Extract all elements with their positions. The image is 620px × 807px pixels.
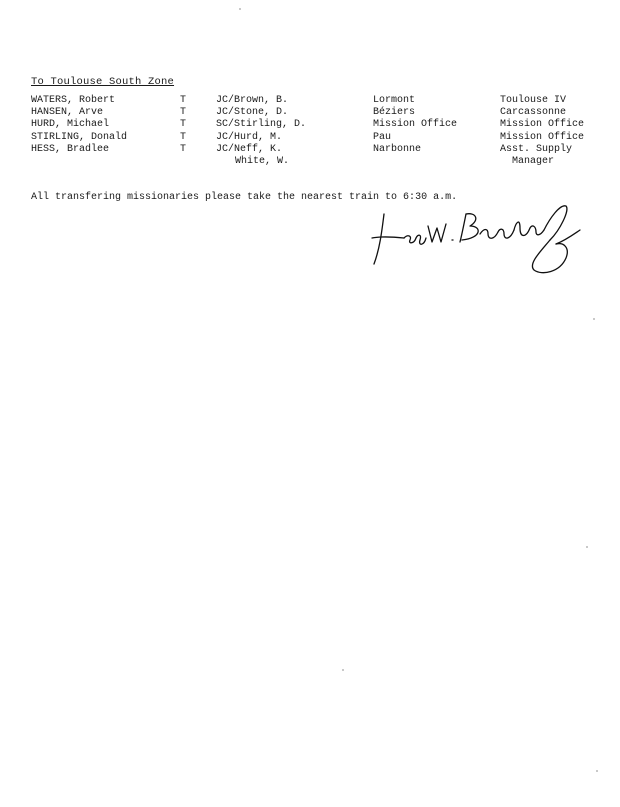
scan-speck: [342, 669, 344, 671]
to-location: Mission Office: [500, 119, 585, 131]
table-row: [31, 119, 611, 131]
table-row: [31, 107, 611, 119]
to-location: Carcassonne: [500, 107, 567, 119]
section-heading: To Toulouse South Zone: [31, 76, 175, 88]
from-location: Pau: [373, 131, 392, 143]
transfer-code: T: [180, 107, 187, 119]
scan-speck: [586, 546, 588, 548]
from-location: Mission Office: [373, 119, 458, 131]
handwritten-signature-icon: [370, 200, 590, 280]
companion: SC/Stirling, D.: [216, 119, 307, 131]
from-location: Béziers: [373, 107, 416, 119]
transfer-note: All transfering missionaries please take the nearest train to 6:30 a.m.: [31, 192, 458, 203]
missionary-name: HANSEN, Arve: [31, 107, 104, 119]
transfer-code: T: [180, 131, 187, 143]
missionary-name: HURD, Michael: [31, 119, 110, 131]
transfer-roster: [31, 95, 611, 168]
to-location-second-line: Manager: [512, 155, 555, 167]
to-location: Toulouse IV: [500, 95, 567, 106]
missionary-name: HESS, Bradlee: [31, 143, 110, 155]
scan-speck: [593, 318, 595, 320]
scan-speck: [596, 770, 598, 772]
companion: JC/Neff, K.: [216, 143, 283, 155]
scan-speck: [239, 8, 241, 10]
table-row: [31, 95, 611, 107]
table-row: [31, 144, 611, 156]
to-location: Asst. Supply: [500, 143, 573, 155]
companion: JC/Stone, D.: [216, 107, 289, 119]
transfer-code: T: [180, 119, 187, 131]
missionary-name: WATERS, Robert: [31, 95, 116, 106]
to-location: Mission Office: [500, 131, 585, 143]
missionary-name: STIRLING, Donald: [31, 131, 128, 143]
transfer-code: T: [180, 143, 187, 155]
transfer-code: T: [180, 95, 187, 106]
table-row-continuation: [31, 156, 611, 168]
companion: JC/Brown, B.: [216, 95, 289, 106]
from-location: Narbonne: [373, 143, 422, 155]
from-location: Lormont: [373, 95, 416, 106]
companion: JC/Hurd, M.: [216, 131, 283, 143]
table-row: [31, 132, 611, 144]
companion-second: White, W.: [235, 155, 290, 167]
